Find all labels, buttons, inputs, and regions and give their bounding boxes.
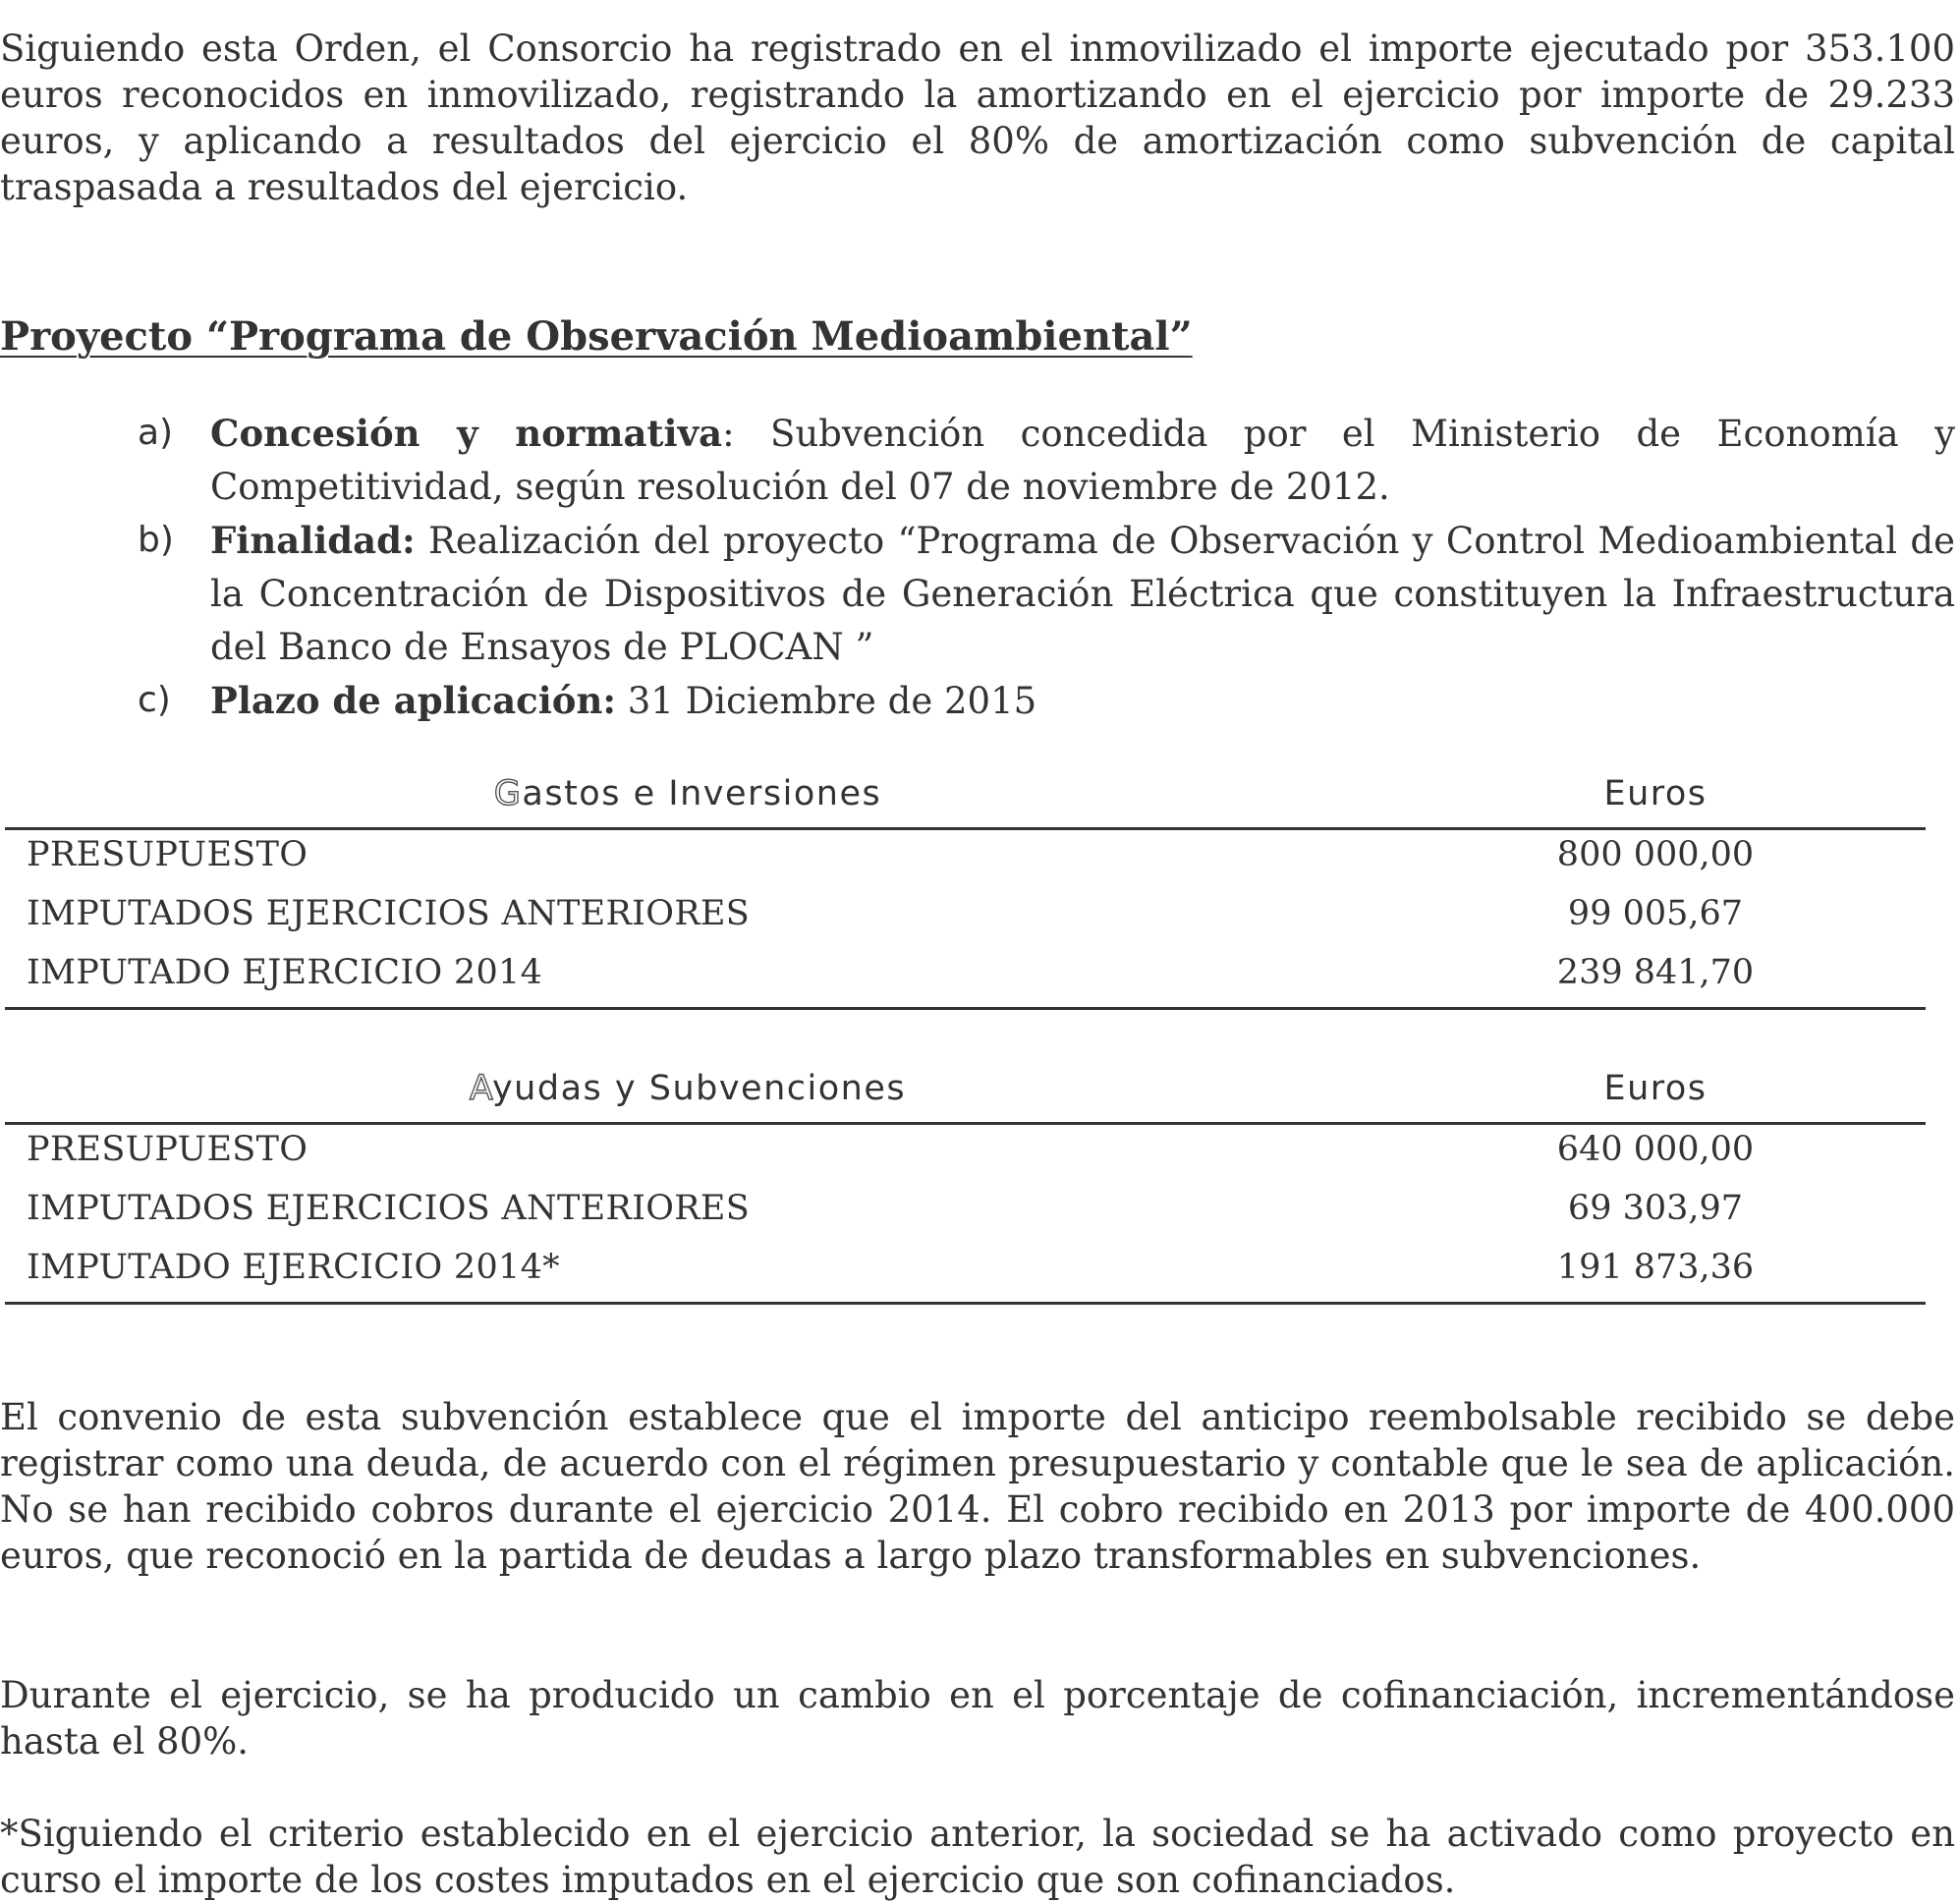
header-initial: G (493, 774, 523, 813)
list-item (138, 407, 1955, 514)
row-label: IMPUTADO EJERCICIO 2014* (27, 1248, 560, 1287)
table-header-euros: Euros (1603, 1069, 1708, 1108)
table-body (5, 830, 1926, 1010)
list-term: Finalidad: (210, 519, 416, 562)
project-details-list (138, 407, 1955, 728)
row-value: 99 005,67 (1567, 894, 1744, 933)
list-term: Concesión y normativa (210, 412, 723, 455)
section-title: Proyecto “Programa de Observación Medioambiental” (0, 313, 1193, 360)
row-value: 191 873,36 (1556, 1248, 1755, 1287)
list-text: Realización del proyecto “Programa de Observación y Control Medioambiental de la Concentración de Dispositivos de Generación Eléctrica que constituyen la Infraestructura del Banco de Ensayos de PLOCAN ” (210, 520, 1955, 668)
list-item (138, 514, 1955, 674)
list-item (138, 674, 1955, 728)
row-value: 239 841,70 (1556, 953, 1755, 992)
row-label: IMPUTADOS EJERCICIOS ANTERIORES (27, 894, 750, 933)
table-row (5, 830, 1926, 889)
header-rest: yudas y Subvenciones (491, 1069, 907, 1108)
row-label: PRESUPUESTO (27, 835, 308, 874)
table-row (5, 889, 1926, 948)
table-body (5, 1125, 1926, 1305)
row-label: IMPUTADO EJERCICIO 2014 (27, 953, 543, 992)
cofinancing-paragraph: Durante el ejercicio, se ha producido un cambio en el porcentaje de cofinanciación, incrementándose hasta el 80%. (0, 1674, 1955, 1763)
list-text: 31 Diciembre de 2015 (616, 680, 1037, 722)
table-header-label (5, 774, 1371, 813)
row-value: 69 303,97 (1567, 1189, 1744, 1228)
row-label: IMPUTADOS EJERCICIOS ANTERIORES (27, 1189, 750, 1228)
expenses-table (5, 770, 1926, 1010)
table-header (5, 1065, 1926, 1125)
row-value: 800 000,00 (1556, 835, 1755, 874)
table-row (5, 1125, 1926, 1184)
list-text: : Subvención concedida por el Ministerio de Economía y Competitividad, según resolución del 07 de noviembre de 2012. (210, 413, 1955, 508)
list-marker: a) (138, 413, 174, 453)
list-marker: b) (138, 520, 174, 560)
list-marker: c) (138, 680, 171, 720)
table-row (5, 1243, 1926, 1302)
table-row (5, 1184, 1926, 1243)
header-initial: A (469, 1069, 492, 1108)
list-term: Plazo de aplicación: (210, 679, 616, 722)
row-label: PRESUPUESTO (27, 1130, 308, 1169)
table-header-euros: Euros (1603, 774, 1708, 813)
header-rest: astos e Inversiones (522, 774, 882, 813)
footnote-paragraph: *Siguiendo el criterio establecido en el ejercicio anterior, la sociedad se ha activado como proyecto en curso el importe de los costes imputados en el ejercicio que son cofinanciados. (0, 1813, 1955, 1901)
table-header-label (5, 1069, 1371, 1108)
table-row (5, 948, 1926, 1007)
row-value: 640 000,00 (1556, 1130, 1755, 1169)
convenio-paragraph: El convenio de esta subvención establece que el importe del anticipo reembolsable recibido se debe registrar como una deuda, de acuerdo con el régimen presupuestario y contable que le sea de aplicación. No se han recibido cobros durante el ejercicio 2014. El cobro recibido en 2013 por importe de 400.000 euros, que reconoció en la partida de deudas a largo plazo transformables en subvenciones. (0, 1396, 1955, 1577)
grants-table (5, 1065, 1926, 1305)
intro-paragraph: Siguiendo esta Orden, el Consorcio ha registrado en el inmovilizado el importe ejecutado por 353.100 euros reconocidos en inmovilizado, registrando la amortizando en el ejercicio por importe de 29.233 euros, y aplicando a resultados del ejercicio el 80% de amortización como subvención de capital traspasada a resultados del ejercicio. (0, 28, 1955, 208)
table-header (5, 770, 1926, 830)
